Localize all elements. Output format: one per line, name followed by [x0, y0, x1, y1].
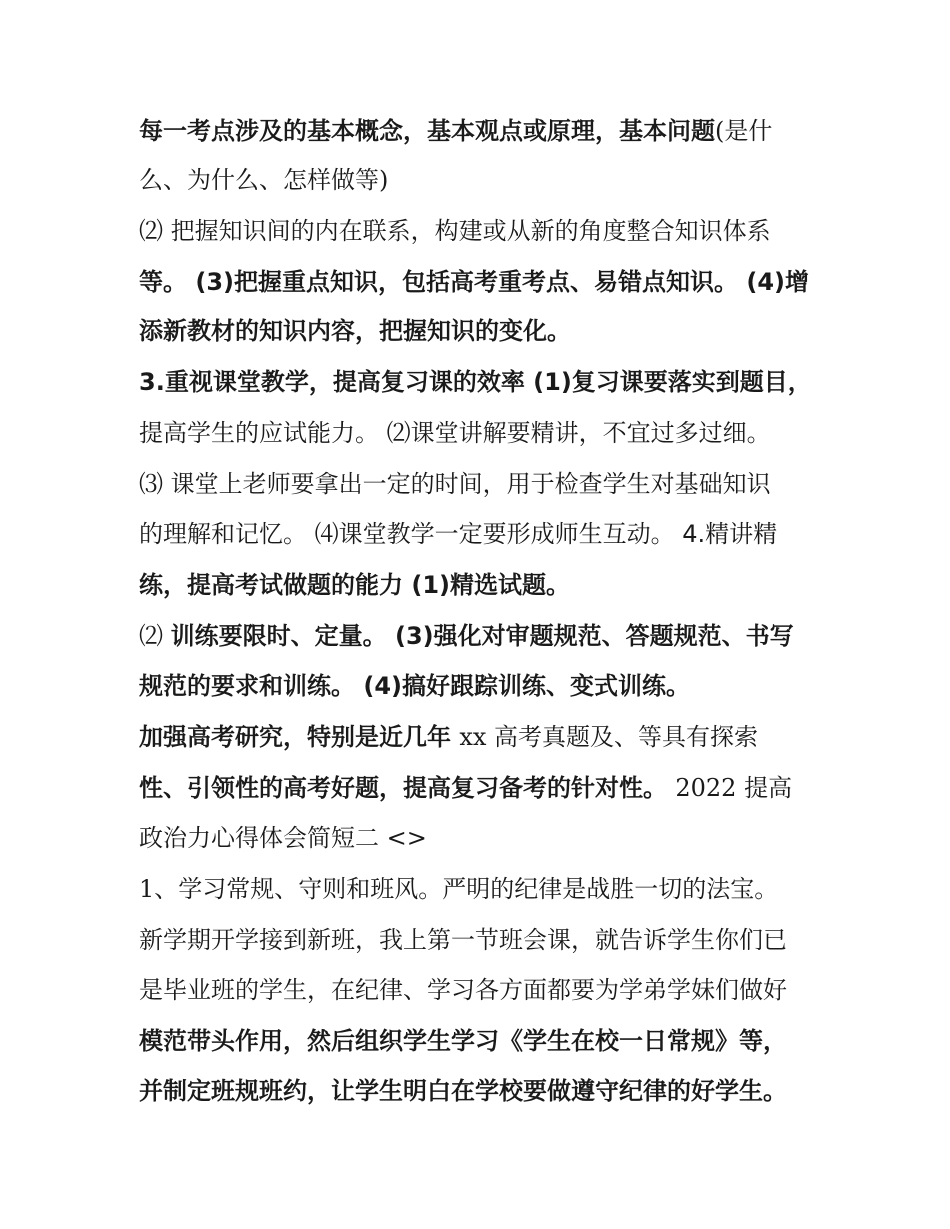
- text-line: [139, 666, 690, 706]
- text-run: 是毕业班的学生，在纪律、学习各方面都要为学弟学妹们做好: [139, 976, 787, 1004]
- text-line: [139, 514, 777, 554]
- text-run: 性、引领性的高考好题，提高复习备考的针对性。: [139, 774, 676, 802]
- text-line: [139, 111, 772, 151]
- text-run: 训练要限时、定量。 (3)强化对审题规范、答题规范、书写: [170, 622, 794, 650]
- text-line: [139, 818, 427, 858]
- text-run: 政治力心得体会简短二 <>: [139, 824, 427, 852]
- text-run: 模范带头作用，然后组织学生学习《学生在校一日常规》等，: [139, 1027, 787, 1055]
- text-run: 每一考点涉及的基本概念，基本观点或原理，基本问题: [139, 117, 715, 145]
- text-run: 并制定班规班约，让学生明白在学校要做遵守纪律的好学生。: [139, 1077, 787, 1105]
- text-run: 新学期开学接到新班，我上第一节班会课，就告诉学生你们已: [139, 926, 787, 954]
- text-line: [139, 920, 787, 960]
- text-run: 规范的要求和训练。 (4)搞好跟踪训练、变式训练。: [139, 672, 690, 700]
- text-run: 添新教材的知识内容，把握知识的变化。: [139, 317, 571, 345]
- text-line: [139, 160, 388, 200]
- text-line: [139, 262, 809, 302]
- text-run: ⑶ 课堂上老师要拿出一定的时间，用于检查学生对基础知识: [139, 470, 771, 498]
- text-line: [139, 1021, 787, 1061]
- text-run: 3.重视课堂教学，提高复习课的效率 (1)复习课要落实到题目，: [139, 368, 812, 396]
- text-run: ⑵ 把握知识间的内在联系，构建或从新的角度整合知识体系: [139, 217, 771, 245]
- text-run: 等。 (3)把握重点知识，包括高考重考点、易错点知识。 (4)增: [139, 268, 809, 296]
- text-line: [139, 869, 778, 909]
- text-run: (是什: [715, 117, 773, 145]
- text-run: 的理解和记忆。 ⑷课堂教学一定要形成师生互动。: [139, 520, 683, 548]
- text-line: [139, 311, 571, 351]
- text-run: 么、为什么、怎样做等): [139, 166, 389, 194]
- text-line: [139, 616, 794, 656]
- text-line: [139, 211, 771, 251]
- text-line: [139, 362, 812, 402]
- text-run: 1、学习常规、守则和班风。严明的纪律是战胜一切的法宝。: [139, 875, 779, 903]
- text-line: [139, 717, 758, 757]
- text-line: [139, 464, 771, 504]
- text-run: ⑵: [139, 622, 171, 650]
- text-run: 2022 提高: [675, 774, 793, 802]
- text-line: [139, 413, 771, 453]
- text-line: [139, 1071, 787, 1111]
- text-line: [139, 768, 792, 808]
- text-line: [139, 565, 570, 605]
- text-run: 加强高考研究，特别是近几年: [139, 723, 460, 751]
- text-run: xx 高考真题及、等具有探索: [459, 723, 759, 751]
- text-run: 提高学生的应试能力。 ⑵课堂讲解要精讲，不宜过多过细。: [139, 419, 771, 447]
- text-line: [139, 970, 787, 1010]
- text-run: 练，提高考试做题的能力 (1)精选试题。: [139, 571, 570, 599]
- text-run: 4.精讲精: [682, 520, 778, 548]
